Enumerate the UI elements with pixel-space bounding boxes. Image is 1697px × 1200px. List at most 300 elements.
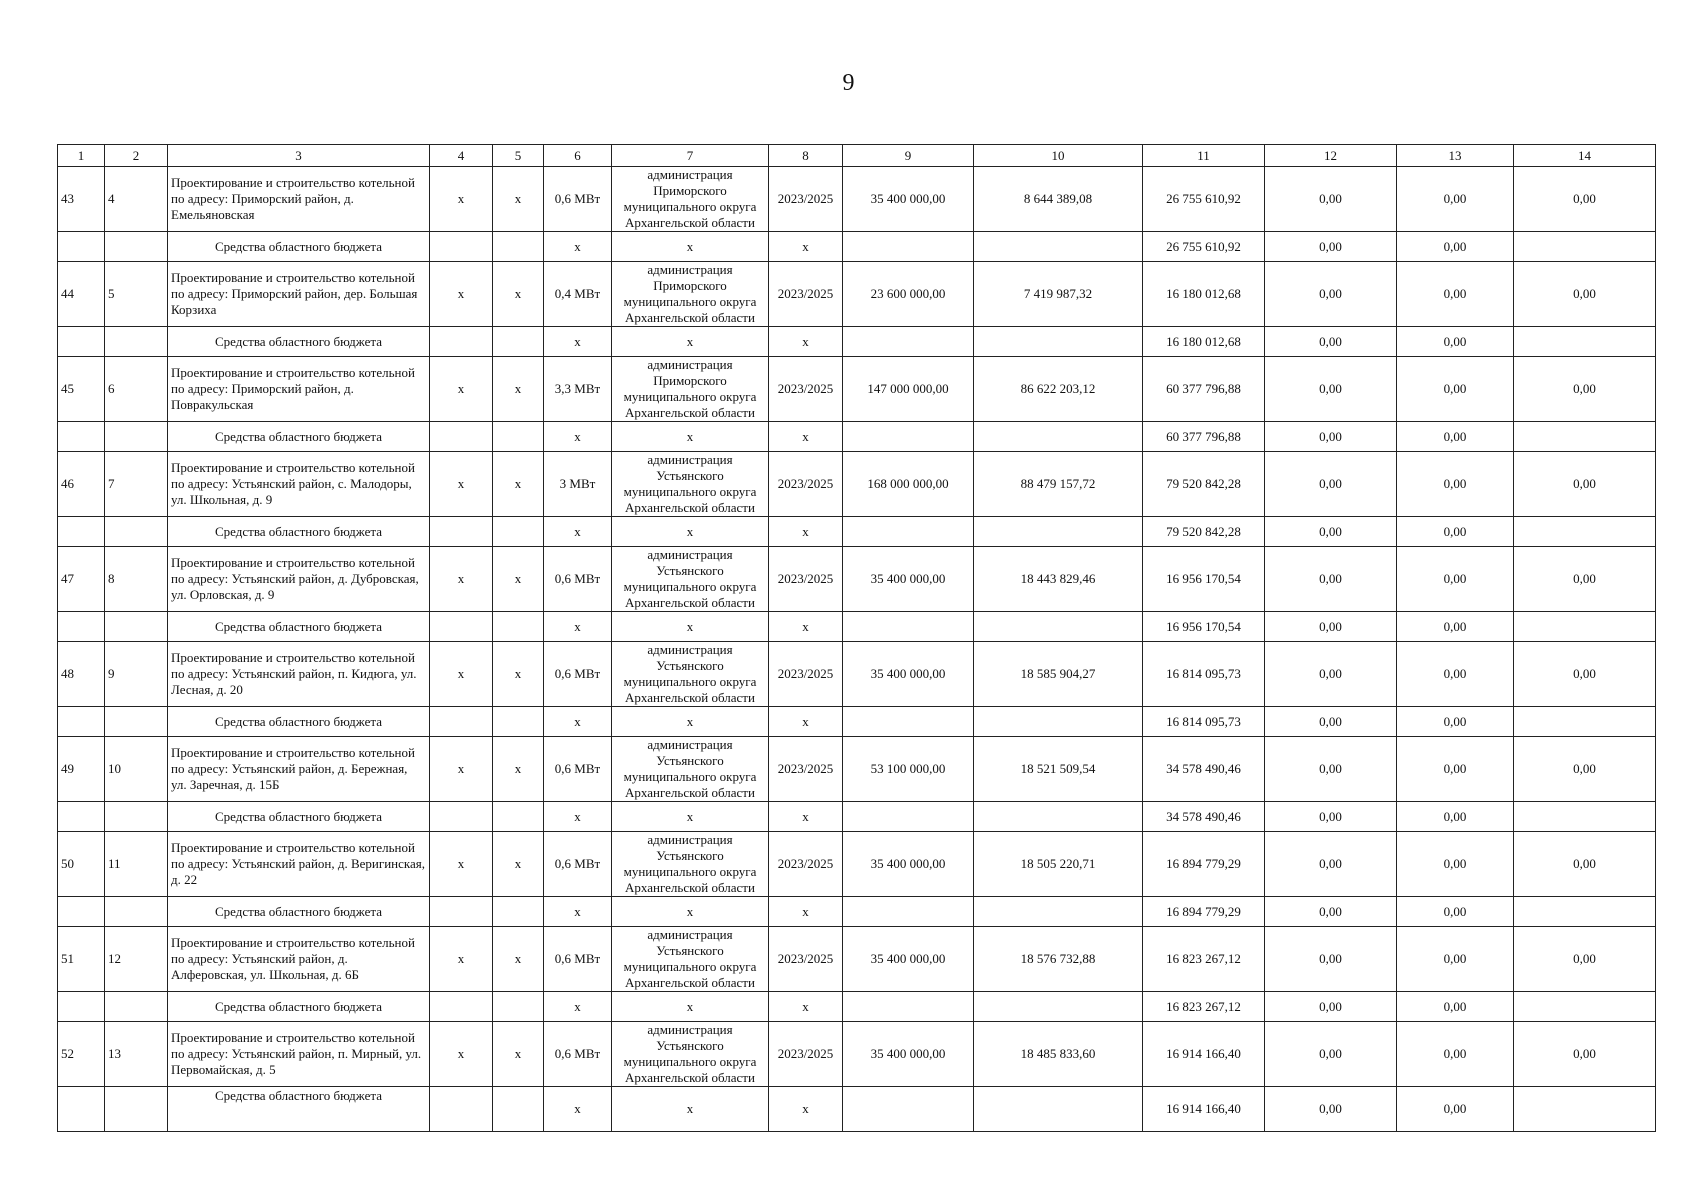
amount-cell: 0,00 [1397,612,1514,642]
amount-cell: 0,00 [1397,422,1514,452]
empty-cell [58,612,105,642]
amount-cell: 0,00 [1514,262,1656,327]
amount-cell: 16 956 170,54 [1143,612,1265,642]
empty-cell [974,612,1143,642]
table-cell: х [493,1022,544,1087]
budget-row [58,612,1656,642]
amount-cell: 0,00 [1397,897,1514,927]
object-description: Проектирование и строительство котельной по адресу: Устьянский район, п. Кидюга, ул. Лесная, д. 20 [168,642,430,707]
amount-cell: 0,00 [1265,167,1397,232]
amount-cell: 0,00 [1397,802,1514,832]
amount-cell: 0,00 [1514,832,1656,897]
budget-label: Средства областного бюджета [168,707,430,737]
table-cell: х [544,327,612,357]
table-cell: х [612,992,769,1022]
organization-cell: администрация Приморского муниципального округа Архангельской области [612,167,769,232]
organization-cell: администрация Устьянского муниципального округа Архангельской области [612,927,769,992]
amount-cell: 35 400 000,00 [843,832,974,897]
table-cell: х [769,232,843,262]
amount-cell: 35 400 000,00 [843,1022,974,1087]
table-cell: х [430,737,493,802]
empty-cell [493,232,544,262]
empty-cell [105,327,168,357]
empty-cell [974,707,1143,737]
row-number: 44 [58,262,105,327]
table-cell: х [430,357,493,422]
period-cell: 2023/2025 [769,737,843,802]
empty-cell [430,327,493,357]
table-row [58,832,1656,897]
budget-row [58,422,1656,452]
table-cell: х [544,517,612,547]
column-header: 6 [544,145,612,167]
sub-number: 13 [105,1022,168,1087]
budget-row [58,897,1656,927]
object-description: Проектирование и строительство котельной по адресу: Устьянский район, д. Бережная, ул. Заречная, д. 15Б [168,737,430,802]
table-cell: х [493,452,544,517]
amount-cell: 0,00 [1265,802,1397,832]
object-description: Проектирование и строительство котельной по адресу: Устьянский район, д. Веригинская, д. 22 [168,832,430,897]
empty-cell [105,1087,168,1132]
table-cell: х [493,167,544,232]
empty-cell [1514,422,1656,452]
amount-cell: 16 180 012,68 [1143,262,1265,327]
table-row [58,357,1656,422]
sub-number: 4 [105,167,168,232]
empty-cell [430,612,493,642]
amount-cell: 0,00 [1397,167,1514,232]
row-number: 50 [58,832,105,897]
amount-cell: 18 485 833,60 [974,1022,1143,1087]
amount-cell: 88 479 157,72 [974,452,1143,517]
table-cell: х [430,167,493,232]
empty-cell [430,992,493,1022]
object-description: Проектирование и строительство котельной по адресу: Устьянский район, с. Малодоры, ул. Школьная, д. 9 [168,452,430,517]
table-cell: х [544,992,612,1022]
amount-cell: 23 600 000,00 [843,262,974,327]
amount-cell: 0,00 [1514,357,1656,422]
amount-cell: 0,00 [1397,707,1514,737]
organization-cell: администрация Устьянского муниципального округа Архангельской области [612,737,769,802]
amount-cell: 60 377 796,88 [1143,357,1265,422]
sub-number: 6 [105,357,168,422]
empty-cell [843,517,974,547]
amount-cell: 0,00 [1514,167,1656,232]
object-description: Проектирование и строительство котельной по адресу: Устьянский район, д. Дубровская, ул. Орловская, д. 9 [168,547,430,612]
amount-cell: 35 400 000,00 [843,927,974,992]
table-cell: х [493,737,544,802]
period-cell: 2023/2025 [769,832,843,897]
empty-cell [105,992,168,1022]
period-cell: 2023/2025 [769,927,843,992]
row-number: 46 [58,452,105,517]
table-cell: х [612,802,769,832]
budget-label: Средства областного бюджета [168,802,430,832]
empty-cell [58,707,105,737]
organization-cell: администрация Устьянского муниципального округа Архангельской области [612,642,769,707]
amount-cell: 16 914 166,40 [1143,1087,1265,1132]
table-cell: х [769,707,843,737]
table-cell: х [544,897,612,927]
amount-cell: 35 400 000,00 [843,547,974,612]
amount-cell: 35 400 000,00 [843,642,974,707]
organization-cell: администрация Приморского муниципального округа Архангельской области [612,357,769,422]
row-number: 52 [58,1022,105,1087]
power-cell: 3 МВт [544,452,612,517]
budget-label: Средства областного бюджета [168,327,430,357]
amount-cell: 0,00 [1397,927,1514,992]
amount-cell: 7 419 987,32 [974,262,1143,327]
program-table [57,144,1656,1132]
table-cell: х [493,832,544,897]
table-cell: х [544,612,612,642]
empty-cell [843,802,974,832]
table-cell: х [430,832,493,897]
column-header: 14 [1514,145,1656,167]
empty-cell [58,517,105,547]
empty-cell [105,232,168,262]
row-number: 45 [58,357,105,422]
organization-cell: администрация Устьянского муниципального округа Архангельской области [612,832,769,897]
page-number: 9 [842,70,855,96]
empty-cell [58,1087,105,1132]
table-cell: х [430,262,493,327]
table-cell: х [544,1087,612,1132]
empty-cell [974,802,1143,832]
row-number: 48 [58,642,105,707]
amount-cell: 16 956 170,54 [1143,547,1265,612]
amount-cell: 0,00 [1397,452,1514,517]
column-header: 5 [493,145,544,167]
empty-cell [105,612,168,642]
table-body [58,167,1656,1132]
empty-cell [843,232,974,262]
power-cell: 0,6 МВт [544,927,612,992]
table-cell: х [769,517,843,547]
amount-cell: 26 755 610,92 [1143,167,1265,232]
empty-cell [430,1087,493,1132]
amount-cell: 168 000 000,00 [843,452,974,517]
budget-row [58,802,1656,832]
amount-cell: 0,00 [1397,1022,1514,1087]
table-cell: х [430,547,493,612]
header-row [58,145,1656,167]
table-cell: х [544,707,612,737]
amount-cell: 18 521 509,54 [974,737,1143,802]
budget-row [58,707,1656,737]
row-number: 51 [58,927,105,992]
empty-cell [974,897,1143,927]
amount-cell: 0,00 [1265,612,1397,642]
amount-cell: 0,00 [1265,232,1397,262]
amount-cell: 0,00 [1265,1022,1397,1087]
empty-cell [974,422,1143,452]
table-cell: х [612,707,769,737]
amount-cell: 0,00 [1265,707,1397,737]
empty-cell [1514,1087,1656,1132]
budget-row [58,1087,1656,1132]
amount-cell: 16 814 095,73 [1143,642,1265,707]
table-cell: х [544,232,612,262]
column-header: 2 [105,145,168,167]
empty-cell [493,612,544,642]
amount-cell: 16 814 095,73 [1143,707,1265,737]
power-cell: 0,6 МВт [544,547,612,612]
empty-cell [974,1087,1143,1132]
column-header: 3 [168,145,430,167]
table-row [58,452,1656,517]
empty-cell [105,517,168,547]
budget-row [58,327,1656,357]
table-cell: х [769,1087,843,1132]
amount-cell: 147 000 000,00 [843,357,974,422]
table-cell: х [430,1022,493,1087]
budget-label: Средства областного бюджета [168,612,430,642]
column-header: 11 [1143,145,1265,167]
table-cell: х [769,897,843,927]
power-cell: 0,6 МВт [544,832,612,897]
empty-cell [1514,992,1656,1022]
amount-cell: 0,00 [1397,737,1514,802]
table-cell: х [612,327,769,357]
period-cell: 2023/2025 [769,1022,843,1087]
table-cell: х [430,452,493,517]
amount-cell: 0,00 [1265,422,1397,452]
empty-cell [430,707,493,737]
column-header: 4 [430,145,493,167]
empty-cell [843,1087,974,1132]
table-cell: х [769,422,843,452]
column-header: 8 [769,145,843,167]
budget-label: Средства областного бюджета [168,992,430,1022]
sub-number: 9 [105,642,168,707]
table-cell: х [493,262,544,327]
amount-cell: 0,00 [1265,832,1397,897]
table-row [58,262,1656,327]
column-header: 10 [974,145,1143,167]
amount-cell: 0,00 [1397,992,1514,1022]
table-cell: х [612,1087,769,1132]
empty-cell [843,992,974,1022]
power-cell: 0,6 МВт [544,1022,612,1087]
table-cell: х [769,992,843,1022]
table-cell: х [612,517,769,547]
table-row [58,547,1656,612]
power-cell: 3,3 МВт [544,357,612,422]
object-description: Проектирование и строительство котельной по адресу: Устьянский район, д. Алферовская, ул. Школьная, д. 6Б [168,927,430,992]
amount-cell: 0,00 [1514,1022,1656,1087]
amount-cell: 0,00 [1265,452,1397,517]
sub-number: 8 [105,547,168,612]
amount-cell: 26 755 610,92 [1143,232,1265,262]
amount-cell: 16 894 779,29 [1143,897,1265,927]
budget-row [58,232,1656,262]
amount-cell: 0,00 [1265,1087,1397,1132]
amount-cell: 0,00 [1514,452,1656,517]
table-cell: х [430,642,493,707]
sub-number: 5 [105,262,168,327]
amount-cell: 53 100 000,00 [843,737,974,802]
period-cell: 2023/2025 [769,167,843,232]
empty-cell [843,707,974,737]
amount-cell: 34 578 490,46 [1143,802,1265,832]
table-row [58,167,1656,232]
table-row [58,927,1656,992]
amount-cell: 0,00 [1397,642,1514,707]
amount-cell: 0,00 [1514,927,1656,992]
amount-cell: 16 914 166,40 [1143,1022,1265,1087]
empty-cell [493,327,544,357]
row-number: 43 [58,167,105,232]
budget-label: Средства областного бюджета [168,897,430,927]
amount-cell: 0,00 [1397,1087,1514,1132]
empty-cell [493,897,544,927]
amount-cell: 16 823 267,12 [1143,992,1265,1022]
table-cell: х [493,357,544,422]
table-cell: х [612,612,769,642]
empty-cell [430,422,493,452]
amount-cell: 0,00 [1397,357,1514,422]
budget-row [58,517,1656,547]
empty-cell [843,612,974,642]
amount-cell: 0,00 [1397,262,1514,327]
amount-cell: 0,00 [1265,547,1397,612]
table-cell: х [612,422,769,452]
row-number: 47 [58,547,105,612]
empty-cell [493,802,544,832]
period-cell: 2023/2025 [769,357,843,422]
object-description: Проектирование и строительство котельной по адресу: Устьянский район, п. Мирный, ул. Первомайская, д. 5 [168,1022,430,1087]
amount-cell: 60 377 796,88 [1143,422,1265,452]
table-cell: х [769,612,843,642]
table-cell: х [769,327,843,357]
period-cell: 2023/2025 [769,642,843,707]
amount-cell: 35 400 000,00 [843,167,974,232]
empty-cell [493,1087,544,1132]
amount-cell: 18 585 904,27 [974,642,1143,707]
empty-cell [105,707,168,737]
empty-cell [58,422,105,452]
period-cell: 2023/2025 [769,262,843,327]
amount-cell: 0,00 [1265,327,1397,357]
column-header: 13 [1397,145,1514,167]
amount-cell: 0,00 [1265,737,1397,802]
amount-cell: 18 443 829,46 [974,547,1143,612]
empty-cell [843,327,974,357]
row-number: 49 [58,737,105,802]
empty-cell [430,232,493,262]
object-description: Проектирование и строительство котельной по адресу: Приморский район, д. Емельяновская [168,167,430,232]
amount-cell: 0,00 [1265,992,1397,1022]
table-cell: х [544,422,612,452]
amount-cell: 0,00 [1265,927,1397,992]
table-row [58,642,1656,707]
table-cell: х [493,547,544,612]
amount-cell: 0,00 [1514,642,1656,707]
column-header: 7 [612,145,769,167]
budget-label: Средства областного бюджета [168,1087,430,1132]
object-description: Проектирование и строительство котельной по адресу: Приморский район, дер. Большая Корзиха [168,262,430,327]
object-description: Проектирование и строительство котельной по адресу: Приморский район, д. Повракульская [168,357,430,422]
empty-cell [1514,897,1656,927]
amount-cell: 0,00 [1397,832,1514,897]
amount-cell: 0,00 [1265,642,1397,707]
amount-cell: 0,00 [1265,517,1397,547]
empty-cell [105,897,168,927]
table-cell: х [769,802,843,832]
empty-cell [105,802,168,832]
table-cell: х [493,642,544,707]
amount-cell: 34 578 490,46 [1143,737,1265,802]
column-header: 1 [58,145,105,167]
table-cell: х [612,232,769,262]
sub-number: 11 [105,832,168,897]
period-cell: 2023/2025 [769,547,843,612]
period-cell: 2023/2025 [769,452,843,517]
organization-cell: администрация Устьянского муниципального округа Архангельской области [612,547,769,612]
empty-cell [58,232,105,262]
budget-row [58,992,1656,1022]
empty-cell [493,517,544,547]
empty-cell [1514,802,1656,832]
table-cell: х [430,927,493,992]
empty-cell [58,992,105,1022]
table-row [58,737,1656,802]
sub-number: 10 [105,737,168,802]
empty-cell [974,327,1143,357]
empty-cell [1514,707,1656,737]
amount-cell: 18 505 220,71 [974,832,1143,897]
table-cell: х [612,897,769,927]
amount-cell: 18 576 732,88 [974,927,1143,992]
table-cell: х [493,927,544,992]
empty-cell [493,992,544,1022]
empty-cell [974,232,1143,262]
empty-cell [58,327,105,357]
amount-cell: 0,00 [1265,357,1397,422]
amount-cell: 79 520 842,28 [1143,452,1265,517]
empty-cell [430,802,493,832]
budget-label: Средства областного бюджета [168,517,430,547]
empty-cell [105,422,168,452]
sub-number: 12 [105,927,168,992]
amount-cell: 16 823 267,12 [1143,927,1265,992]
amount-cell: 0,00 [1397,547,1514,612]
table-row [58,1022,1656,1087]
empty-cell [1514,232,1656,262]
organization-cell: администрация Приморского муниципального округа Архангельской области [612,262,769,327]
power-cell: 0,6 МВт [544,642,612,707]
amount-cell: 0,00 [1397,327,1514,357]
organization-cell: администрация Устьянского муниципального округа Архангельской области [612,452,769,517]
empty-cell [493,422,544,452]
empty-cell [1514,612,1656,642]
empty-cell [1514,327,1656,357]
organization-cell: администрация Устьянского муниципального округа Архангельской области [612,1022,769,1087]
amount-cell: 0,00 [1397,517,1514,547]
empty-cell [974,517,1143,547]
power-cell: 0,6 МВт [544,167,612,232]
empty-cell [974,992,1143,1022]
power-cell: 0,4 МВт [544,262,612,327]
empty-cell [843,897,974,927]
table-cell: х [544,802,612,832]
amount-cell: 16 180 012,68 [1143,327,1265,357]
amount-cell: 0,00 [1397,232,1514,262]
amount-cell: 0,00 [1265,897,1397,927]
amount-cell: 8 644 389,08 [974,167,1143,232]
empty-cell [58,897,105,927]
